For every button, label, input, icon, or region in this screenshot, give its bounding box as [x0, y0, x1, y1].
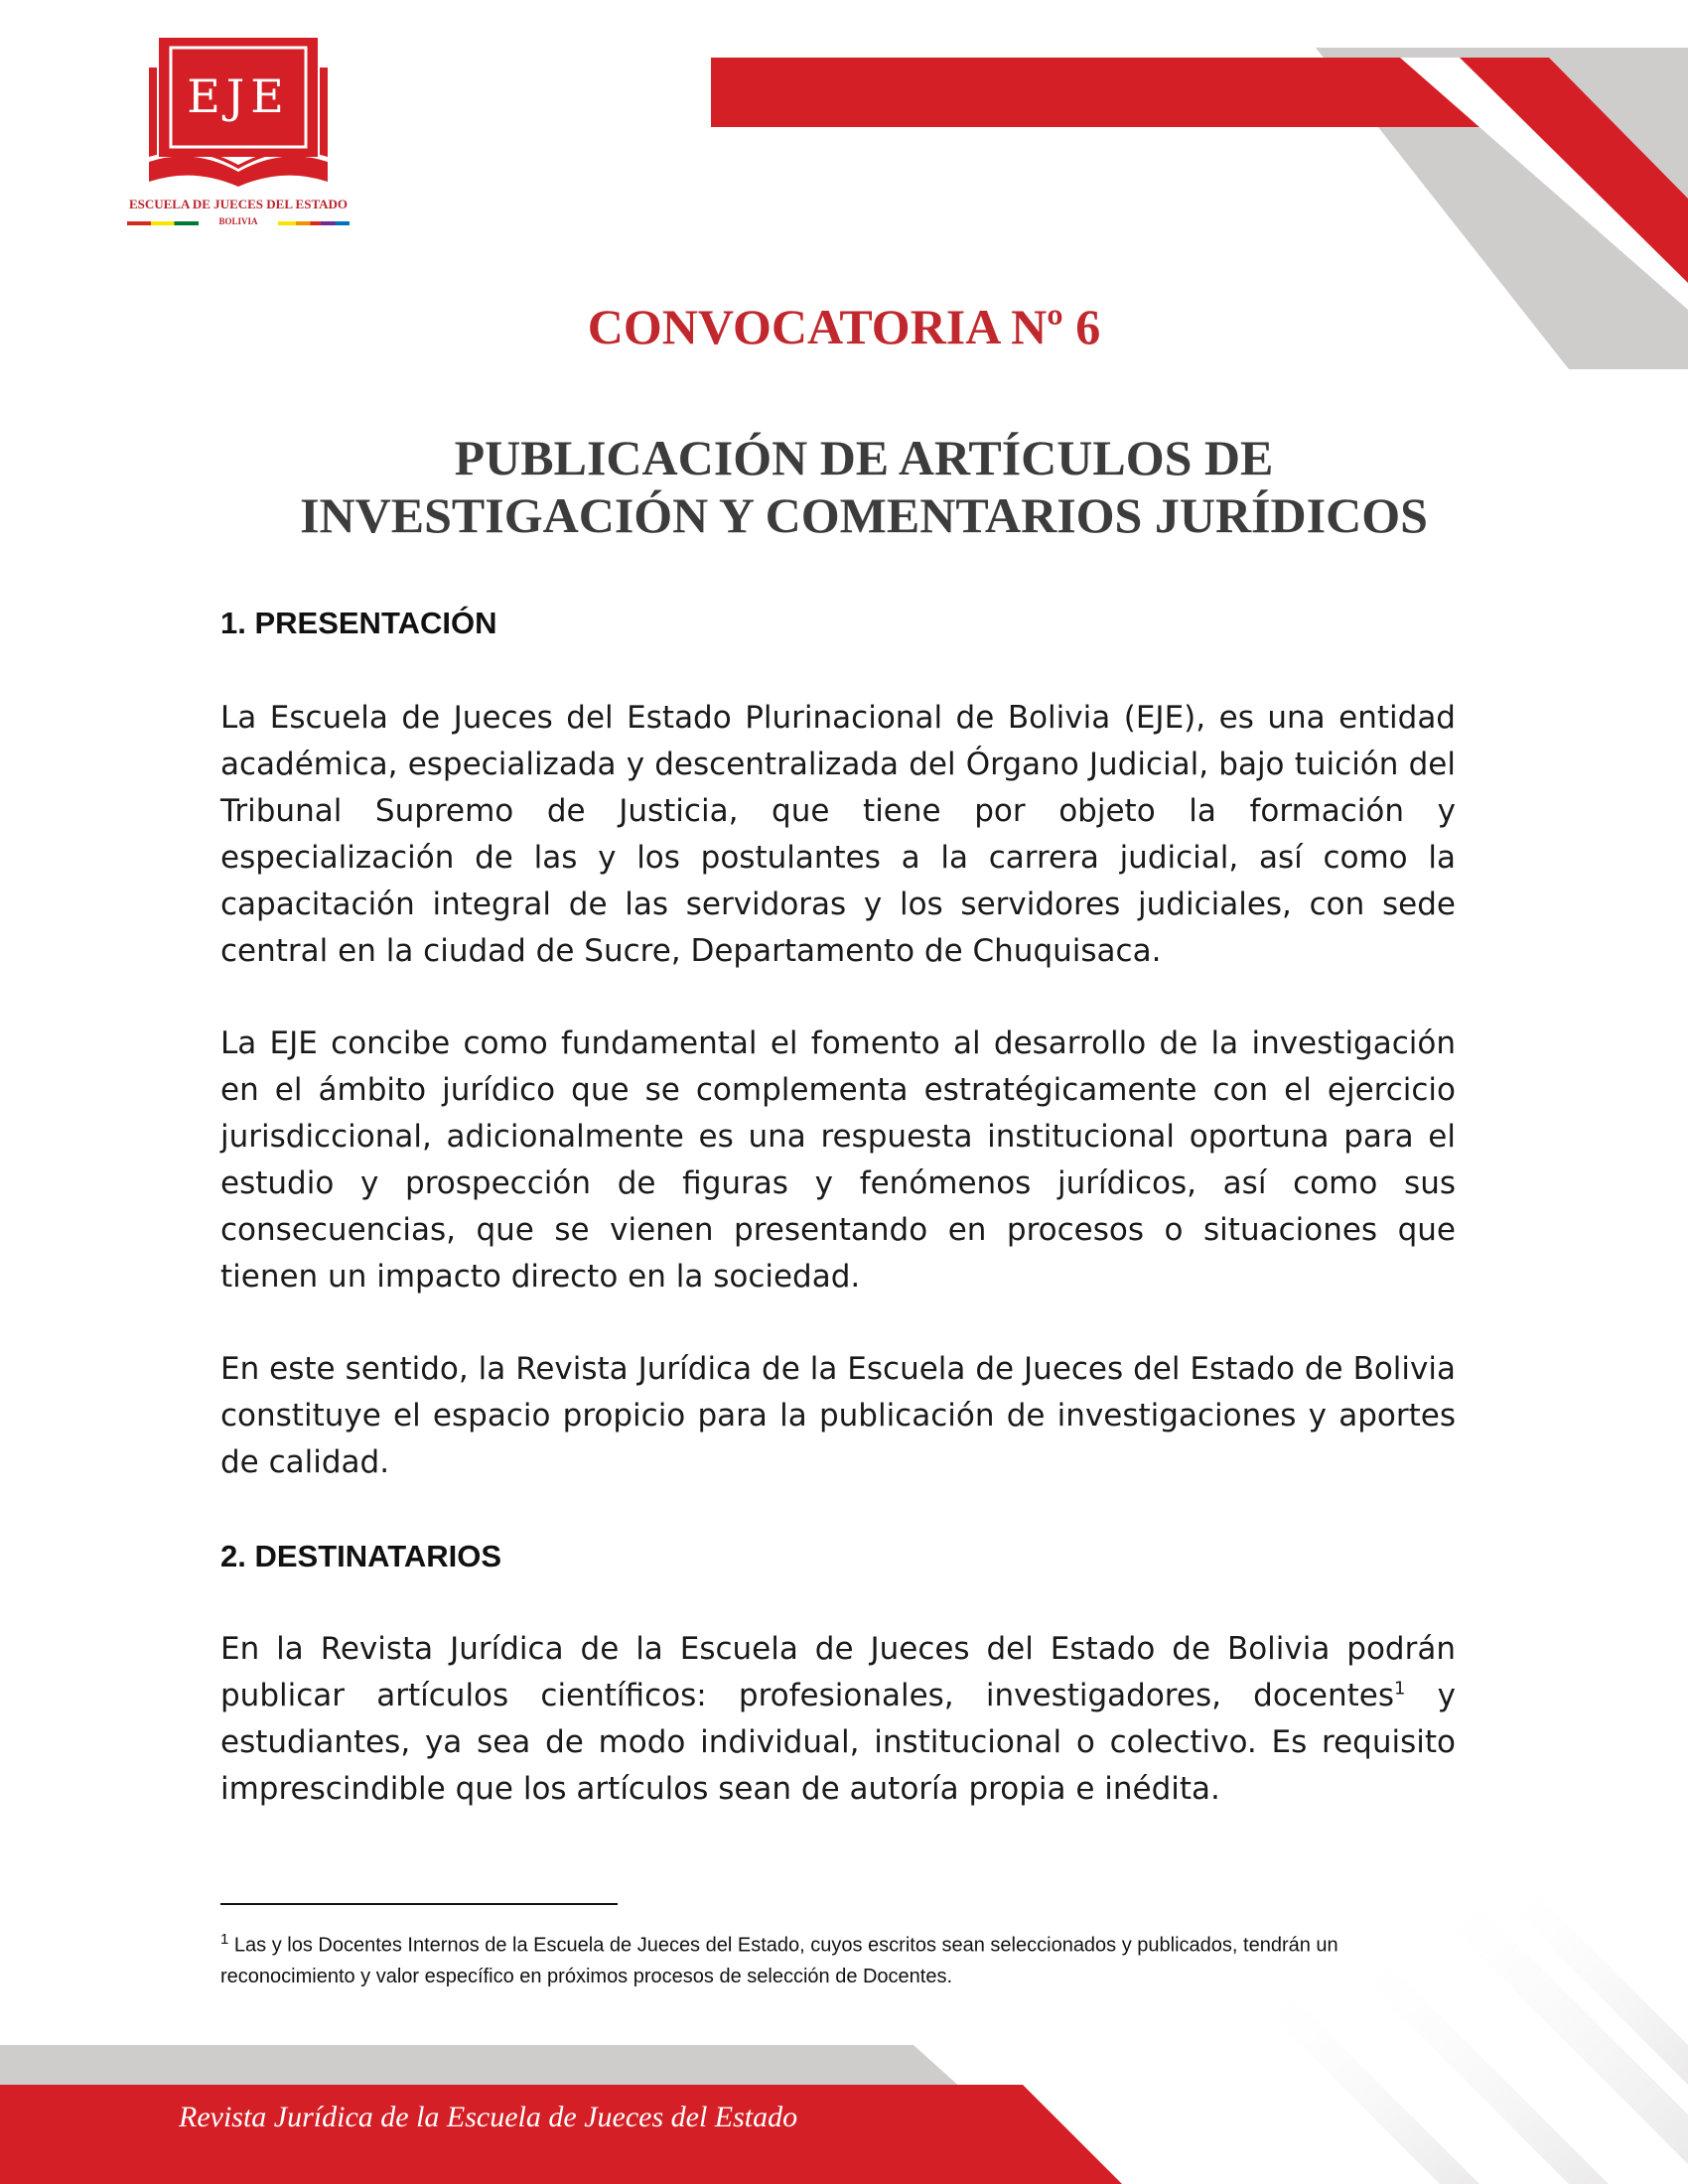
footer-journal-name: Revista Jurídica de la Escuela de Jueces del Estado — [179, 2101, 798, 2133]
paragraph — [220, 1626, 1456, 1813]
footer-red-band — [0, 2085, 1122, 2184]
footnote-divider — [220, 1903, 618, 1905]
paragraph-text: En la Revista Jurídica de la Escuela de Jueces del Estado de Bolivia podrán publicar artículos científicos: profesionales, investigadores, docentes — [220, 1631, 1456, 1713]
logo-institution-name: ESCUELA DE JUECES DEL ESTADO — [128, 197, 349, 211]
logo-letters: EJE — [187, 69, 290, 123]
paragraph: La EJE concibe como fundamental el fomento al desarrollo de la investigación en el ámbito jurídico que se complementa estratégicamente con el ejercicio jurisdiccional, adicionalmente es una respuesta institucional oportuna para el estudio y prospección de figuras y fenómenos jurídicos, así como sus consecuencias, que se vienen presentando en procesos o situaciones que tienen un impacto directo en la sociedad. — [220, 1025, 1456, 1295]
subtitle-line: INVESTIGACIÓN Y COMENTARIOS JURÍDICOS — [300, 487, 1428, 543]
paragraph: La Escuela de Jueces del Estado Plurinacional de Bolivia (EJE), es una entidad académica, especializada y descentralizada del Órgano Judicial, bajo tuición del Tribunal Supremo de Justicia, que tiene por objeto la formación y especialización de las y los postulantes a la carrera judicial, así como la capacitación integral de las servidoras y los servidores judiciales, con sede central en la ciudad de Sucre, Departamento de Chuquisaca. — [220, 700, 1456, 969]
paragraph: En este sentido, la Revista Jurídica de la Escuela de Jueces del Estado de Bolivia constituye el espacio propicio para la publicación de investigaciones y aportes de calidad. — [220, 1351, 1456, 1480]
section-heading-presentacion: 1. PRESENTACIÓN — [220, 606, 497, 640]
footnote-number: 1 — [220, 1931, 229, 1948]
footnote-reference[interactable]: 1 — [1393, 1678, 1406, 1700]
document-subtitle — [248, 429, 1479, 544]
footnote-text: Las y los Docentes Internos de la Escuela de Jueces del Estado, cuyos escritos sean seleccionados y publicados, tendrán un reconocimiento y valor específico en próximos procesos de selección de Docentes. — [220, 1934, 1338, 1987]
eje-logo — [119, 30, 357, 238]
page-title: CONVOCATORIA Nº 6 — [587, 299, 1101, 354]
section-heading-destinatarios: 2. DESTINATARIOS — [220, 1539, 502, 1573]
logo-country: BOLIVIA — [218, 216, 258, 226]
subtitle-line: PUBLICACIÓN DE ARTÍCULOS DE — [454, 430, 1274, 485]
paragraph-text: y estudiantes, ya sea de modo individual, institucional o colectivo. Es requisito imprescindible que los artículos sean de autoría propia e inédita. — [220, 1678, 1456, 1807]
footnote — [220, 1924, 1472, 1992]
